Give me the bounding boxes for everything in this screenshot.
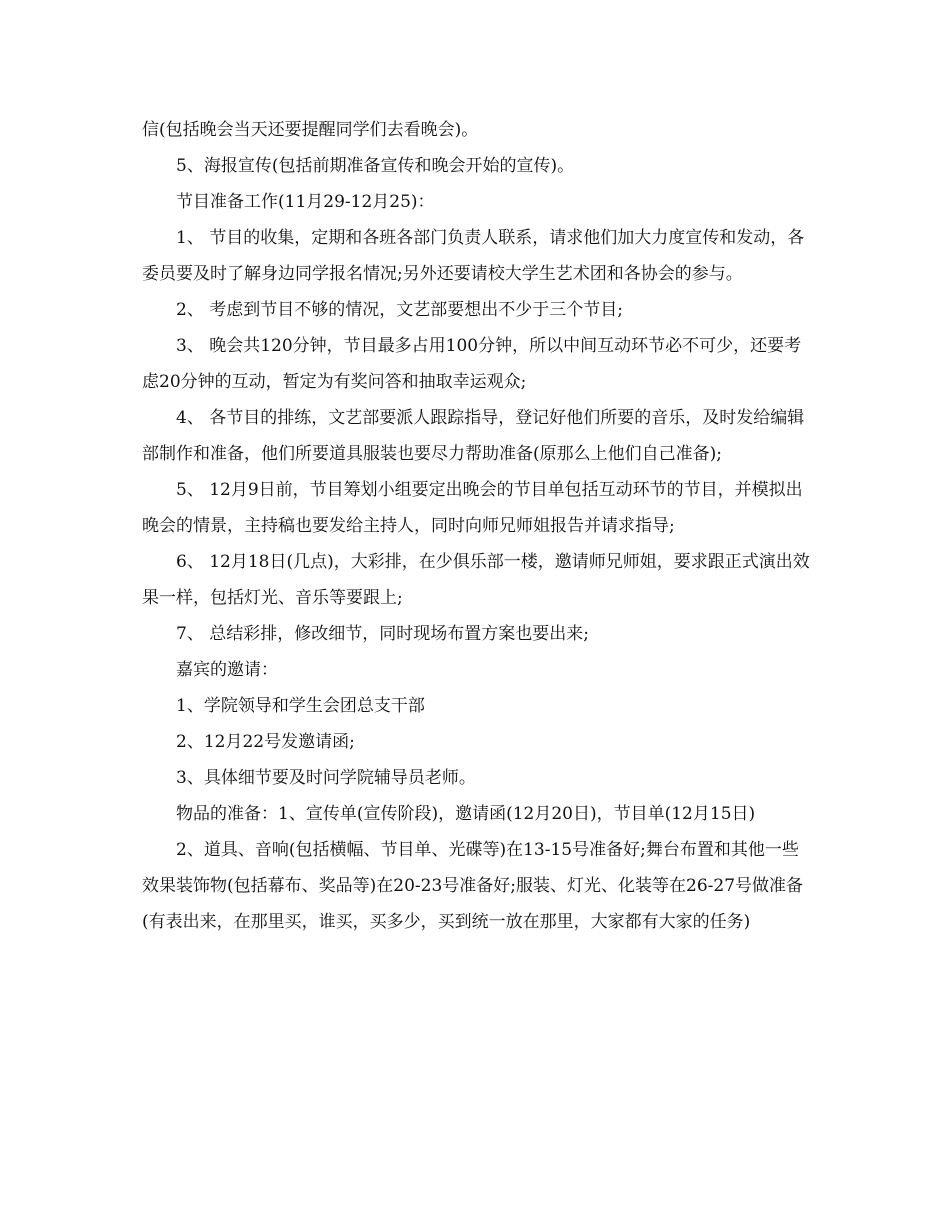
paragraph: 1、 节目的收集，定期和各班各部门负责人联系，请求他们加大力度宣传和发动，各委员要及时了解身边同学报名情况;另外还要请校大学生艺术团和各协会的参与。 — [142, 228, 805, 284]
paragraph: 3、 晚会共120分钟，节目最多占用100分钟，所以中间互动环节必不可少，还要考虑20分钟的互动，暂定为有奖问答和抽取幸运观众; — [142, 336, 802, 392]
paragraph: 7、 总结彩排，修改细节，同时现场布置方案也要出来; — [176, 624, 589, 644]
paragraph: 5、 12月9日前，节目筹划小组要定出晚会的节目单包括互动环节的节目，并模拟出晚会的情景，主持稿也要发给主持人，同时向师兄师姐报告并请求指导; — [142, 480, 803, 536]
paragraph: 物品的准备：1、宣传单(宣传阶段)，邀请函(12月20日)，节目单(12月15日) — [176, 804, 756, 824]
paragraph: 2、12月22号发邀请函; — [176, 732, 355, 752]
paragraph: 5、海报宣传(包括前期准备宣传和晚会开始的宣传)。 — [176, 156, 575, 176]
document-body — [142, 112, 814, 940]
paragraph: 嘉宾的邀请： — [176, 660, 278, 680]
paragraph: 信(包括晚会当天还要提醒同学们去看晚会)。 — [142, 120, 479, 140]
paragraph: 节目准备工作(11月29-12月25)： — [176, 192, 435, 212]
paragraph: 4、 各节目的排练，文艺部要派人跟踪指导，登记好他们所要的音乐，及时发给编辑部制作和准备，他们所要道具服装也要尽力帮助准备(原那么上他们自己准备); — [142, 408, 805, 464]
paragraph: 2、道具、音响(包括横幅、节目单、光碟等)在13-15号准备好;舞台布置和其他一些效果装饰物(包括幕布、奖品等)在20-23号准备好;服装、灯光、化装等在26-27号做准备(有表出来，在那里买，谁买，买多少，买到统一放在那里，大家都有大家的任务) — [142, 840, 804, 932]
paragraph: 3、具体细节要及时问学院辅导员老师。 — [176, 768, 476, 788]
paragraph: 1、学院领导和学生会团总支干部 — [176, 696, 425, 716]
paragraph: 6、 12月18日(几点)，大彩排，在少俱乐部一楼，邀请师兄师姐，要求跟正式演出效果一样，包括灯光、音乐等要跟上; — [142, 552, 810, 608]
paragraph: 2、 考虑到节目不够的情况，文艺部要想出不少于三个节目; — [176, 300, 623, 320]
